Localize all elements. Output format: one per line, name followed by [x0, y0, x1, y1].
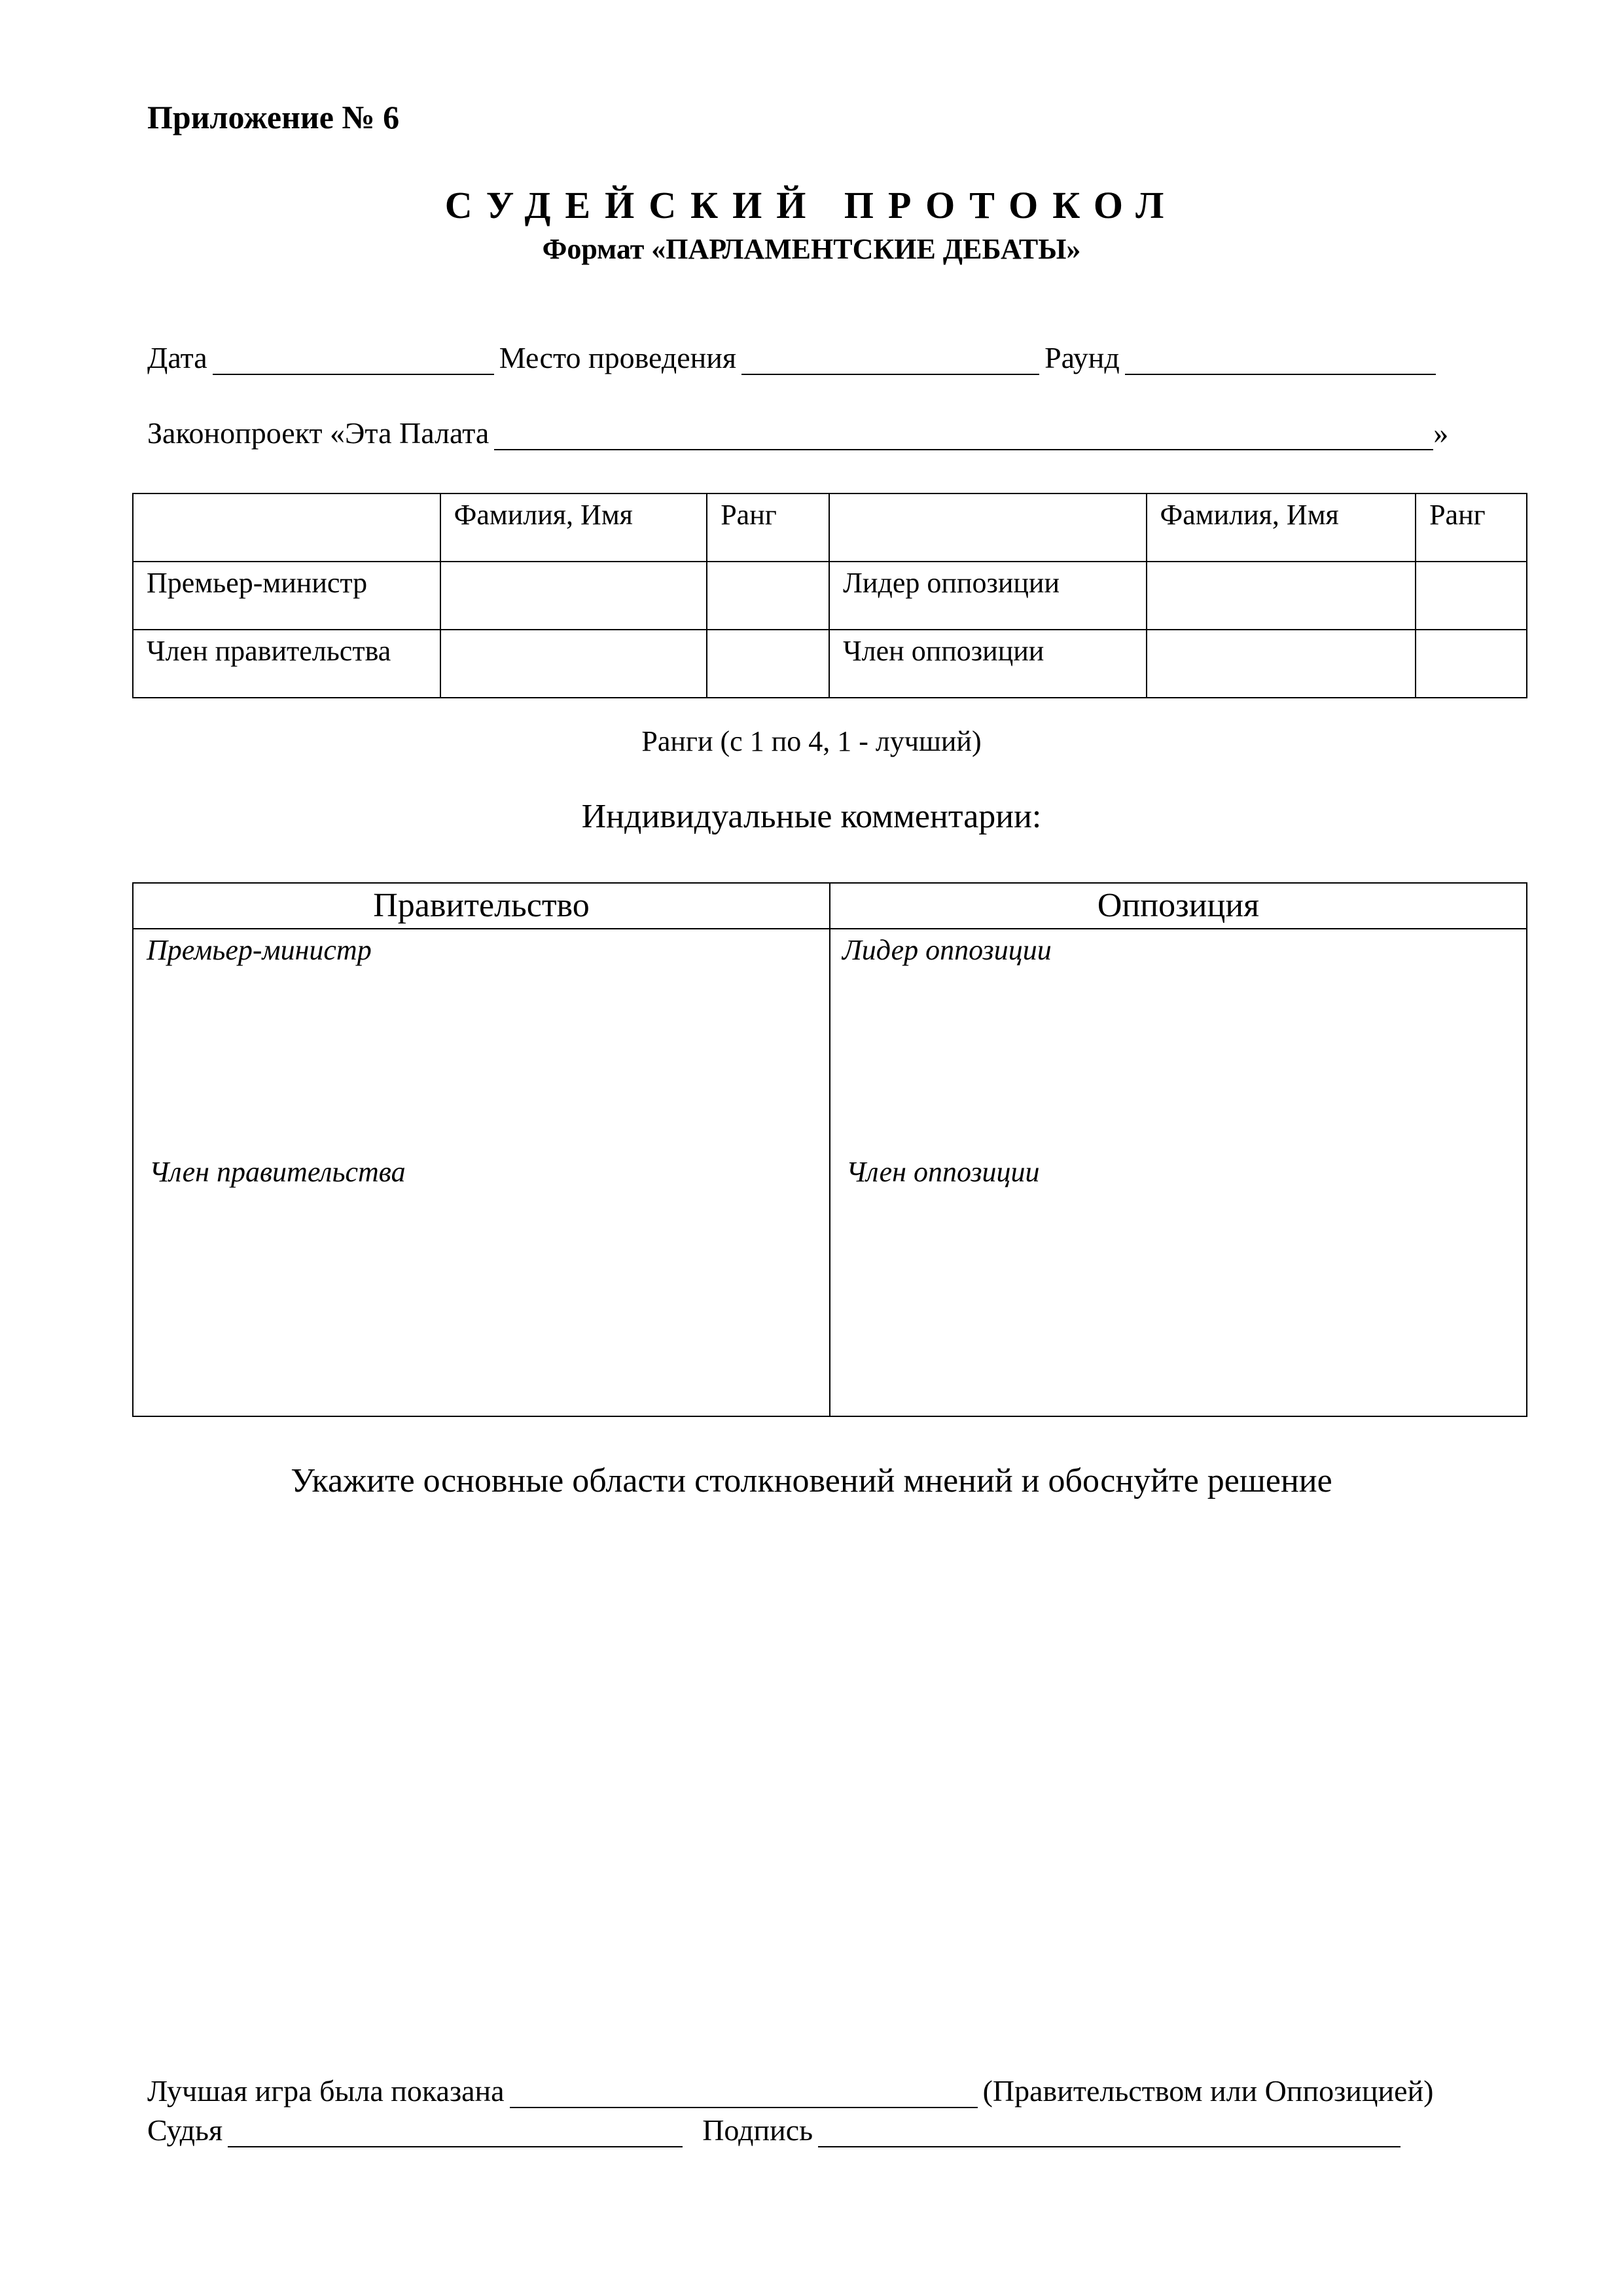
best-game-hint: (Правительством или Оппозицией)	[982, 2074, 1434, 2108]
place-field[interactable]	[741, 348, 1039, 375]
appendix-number: Приложение № 6	[147, 99, 400, 135]
ranks-table	[132, 493, 1527, 698]
signature-field[interactable]	[818, 2120, 1400, 2147]
judge-label: Судья	[147, 2113, 223, 2147]
lo-rank-cell[interactable]	[1416, 562, 1527, 630]
best-game-label: Лучшая игра была показана	[147, 2074, 505, 2108]
role-prime-minister: Премьер-министр	[133, 562, 440, 630]
table-header-row	[133, 493, 1527, 562]
comments-heading: Индивидуальные комментарии:	[581, 798, 1042, 835]
opposition-comments-cell[interactable]	[830, 929, 1527, 1416]
header-cell-gov-rank: Ранг	[707, 493, 829, 562]
mg-rank-cell[interactable]	[707, 630, 829, 698]
round-field[interactable]	[1125, 348, 1436, 375]
mg-name-cell[interactable]	[440, 630, 707, 698]
document-title: СУДЕЙСКИЙ ПРОТОКОЛ	[444, 184, 1179, 226]
bill-close-quote: »	[1433, 416, 1449, 450]
mg-comment-label: Член правительства	[149, 1156, 406, 1188]
government-comments-cell[interactable]	[133, 929, 830, 1416]
header-cell-opp-rank: Ранг	[1416, 493, 1527, 562]
role-government-member: Член правительства	[133, 630, 440, 698]
bill-field[interactable]	[494, 423, 1433, 450]
mo-name-cell[interactable]	[1147, 630, 1416, 698]
bill-label: Законопроект «Эта Палата	[147, 416, 490, 450]
mo-rank-cell[interactable]	[1416, 630, 1527, 698]
judge-field[interactable]	[228, 2120, 683, 2147]
comments-body-row	[133, 929, 1527, 1416]
ranks-note: Ранги (с 1 по 4, 1 - лучший)	[641, 725, 982, 757]
comments-table	[132, 882, 1527, 1417]
mo-comment-label: Член оппозиции	[846, 1156, 1040, 1188]
pm-rank-cell[interactable]	[707, 562, 829, 630]
document-subtitle: Формат «ПАРЛАМЕНТСКИЕ ДЕБАТЫ»	[542, 233, 1081, 265]
header-cell-opp-name: Фамилия, Имя	[1147, 493, 1416, 562]
round-label: Раунд	[1044, 341, 1120, 374]
best-game-row	[147, 2073, 1434, 2108]
header-cell-empty	[829, 493, 1146, 562]
role-opposition-leader: Лидер оппозиции	[829, 562, 1146, 630]
bill-row	[147, 416, 1448, 450]
meta-row	[147, 340, 1441, 375]
lo-name-cell[interactable]	[1147, 562, 1416, 630]
table-row	[133, 562, 1527, 630]
signature-label: Подпись	[702, 2113, 813, 2147]
clash-heading: Укажите основные области столкновений мнений и обоснуйте решение	[291, 1462, 1332, 1499]
header-cell-empty	[133, 493, 440, 562]
pm-name-cell[interactable]	[440, 562, 707, 630]
lo-comment-label: Лидер оппозиции	[842, 934, 1052, 966]
opposition-header: Оппозиция	[830, 883, 1527, 929]
date-label: Дата	[147, 341, 207, 374]
role-opposition-member: Член оппозиции	[829, 630, 1146, 698]
header-cell-gov-name: Фамилия, Имя	[440, 493, 707, 562]
best-game-field[interactable]	[510, 2081, 978, 2108]
pm-comment-label: Премьер-министр	[147, 934, 372, 966]
table-row	[133, 630, 1527, 698]
date-field[interactable]	[213, 348, 494, 375]
judge-row	[147, 2113, 1406, 2147]
comments-header-row	[133, 883, 1527, 929]
place-label: Место проведения	[499, 341, 737, 374]
government-header: Правительство	[133, 883, 830, 929]
